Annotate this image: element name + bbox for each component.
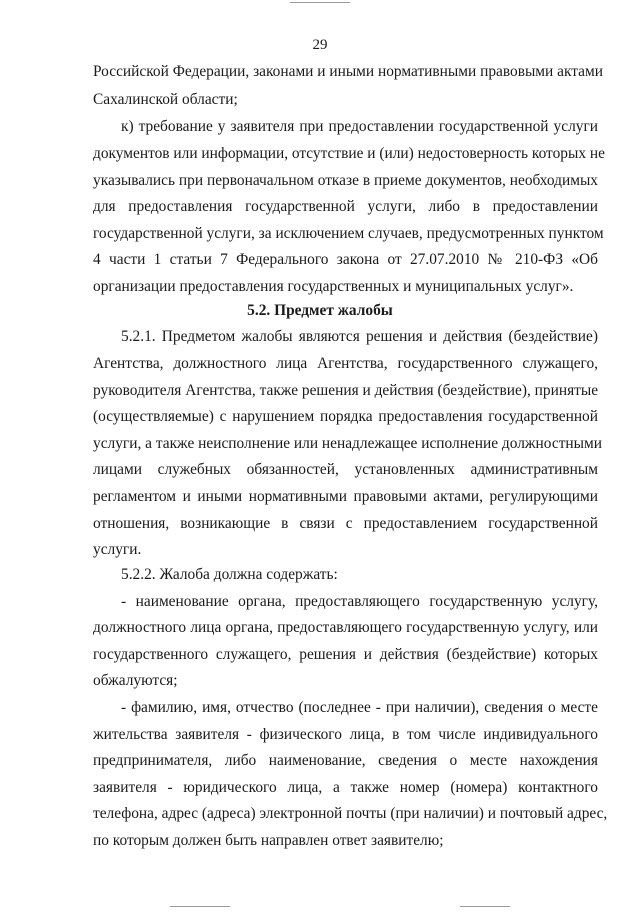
text-line: к) требование у заявителя при предоставлении государственной услуги (121, 118, 598, 135)
scan-artifact-bottom-left (170, 906, 230, 907)
text-line: документов или информации, отсутствие и (или) недостоверность которых не (93, 145, 605, 162)
text-line: (осуществляемые) с нарушением порядка предоставления государственной (93, 408, 598, 425)
scan-artifact-bottom-right (460, 906, 510, 907)
text-line: государственного служащего, решения и действия (бездействие) которых (93, 646, 598, 663)
text-line: - фамилию, имя, отчество (последнее - при наличии), сведения о месте (121, 699, 598, 716)
text-line: указывались при первоначальном отказе в приеме документов, необходимых (93, 172, 598, 189)
section-heading: 5.2. Предмет жалобы (247, 302, 393, 319)
text-line: организации предоставления государственных и муниципальных услуг». (93, 278, 574, 295)
text-line: Сахалинской области; (93, 91, 238, 108)
page-number: 29 (312, 37, 328, 53)
text-line: отношения, возникающие в связи с предоставлением государственной (93, 515, 598, 532)
text-line: руководителя Агентства, также решения и действия (бездействие), принятые (93, 382, 599, 399)
text-line: должностного лица органа, предоставляющего государственную услугу, или (93, 619, 598, 636)
text-line: Российской Федерации, законами и иными нормативными правовыми актами (93, 63, 603, 80)
text-line: лицами служебных обязанностей, установленных административным (93, 461, 598, 478)
text-line: - наименование органа, предоставляющего государственную услугу, (121, 593, 598, 610)
text-line: жительства заявителя - физического лица, в том числе индивидуального (93, 726, 598, 743)
text-line: для предоставления государственной услуги, либо в предоставлении (93, 198, 598, 215)
text-line: государственной услуги, за исключением случаев, предусмотренных пунктом (93, 225, 604, 242)
text-line: обжалуются; (93, 672, 178, 689)
text-line: заявителя - юридического лица, а также номер (номера) контактного (93, 779, 598, 796)
text-line: телефона, адрес (адреса) электронной почты (при наличии) и почтовый адрес, (93, 805, 608, 822)
text-line: 5.2.2. Жалоба должна содержать: (121, 566, 338, 583)
text-line: по которым должен быть направлен ответ заявителю; (93, 832, 444, 849)
text-line: 4 части 1 статьи 7 Федерального закона от 27.07.2010 № 210-ФЗ «Об (93, 251, 598, 268)
text-line: предпринимателя, либо наименование, сведения о месте нахождения (93, 752, 598, 769)
text-line: услуги. (93, 541, 142, 558)
text-line: 5.2.1. Предметом жалобы являются решения и действия (бездействие) (121, 328, 598, 345)
text-line: регламентом и иными нормативными правовыми актами, регулирующими (93, 488, 598, 505)
text-line: Агентства, должностного лица Агентства, государственного служащего, (93, 355, 598, 372)
scan-artifact-top (290, 2, 350, 3)
text-line: услуги, а также неисполнение или ненадлежащее исполнение должностными (93, 435, 602, 452)
